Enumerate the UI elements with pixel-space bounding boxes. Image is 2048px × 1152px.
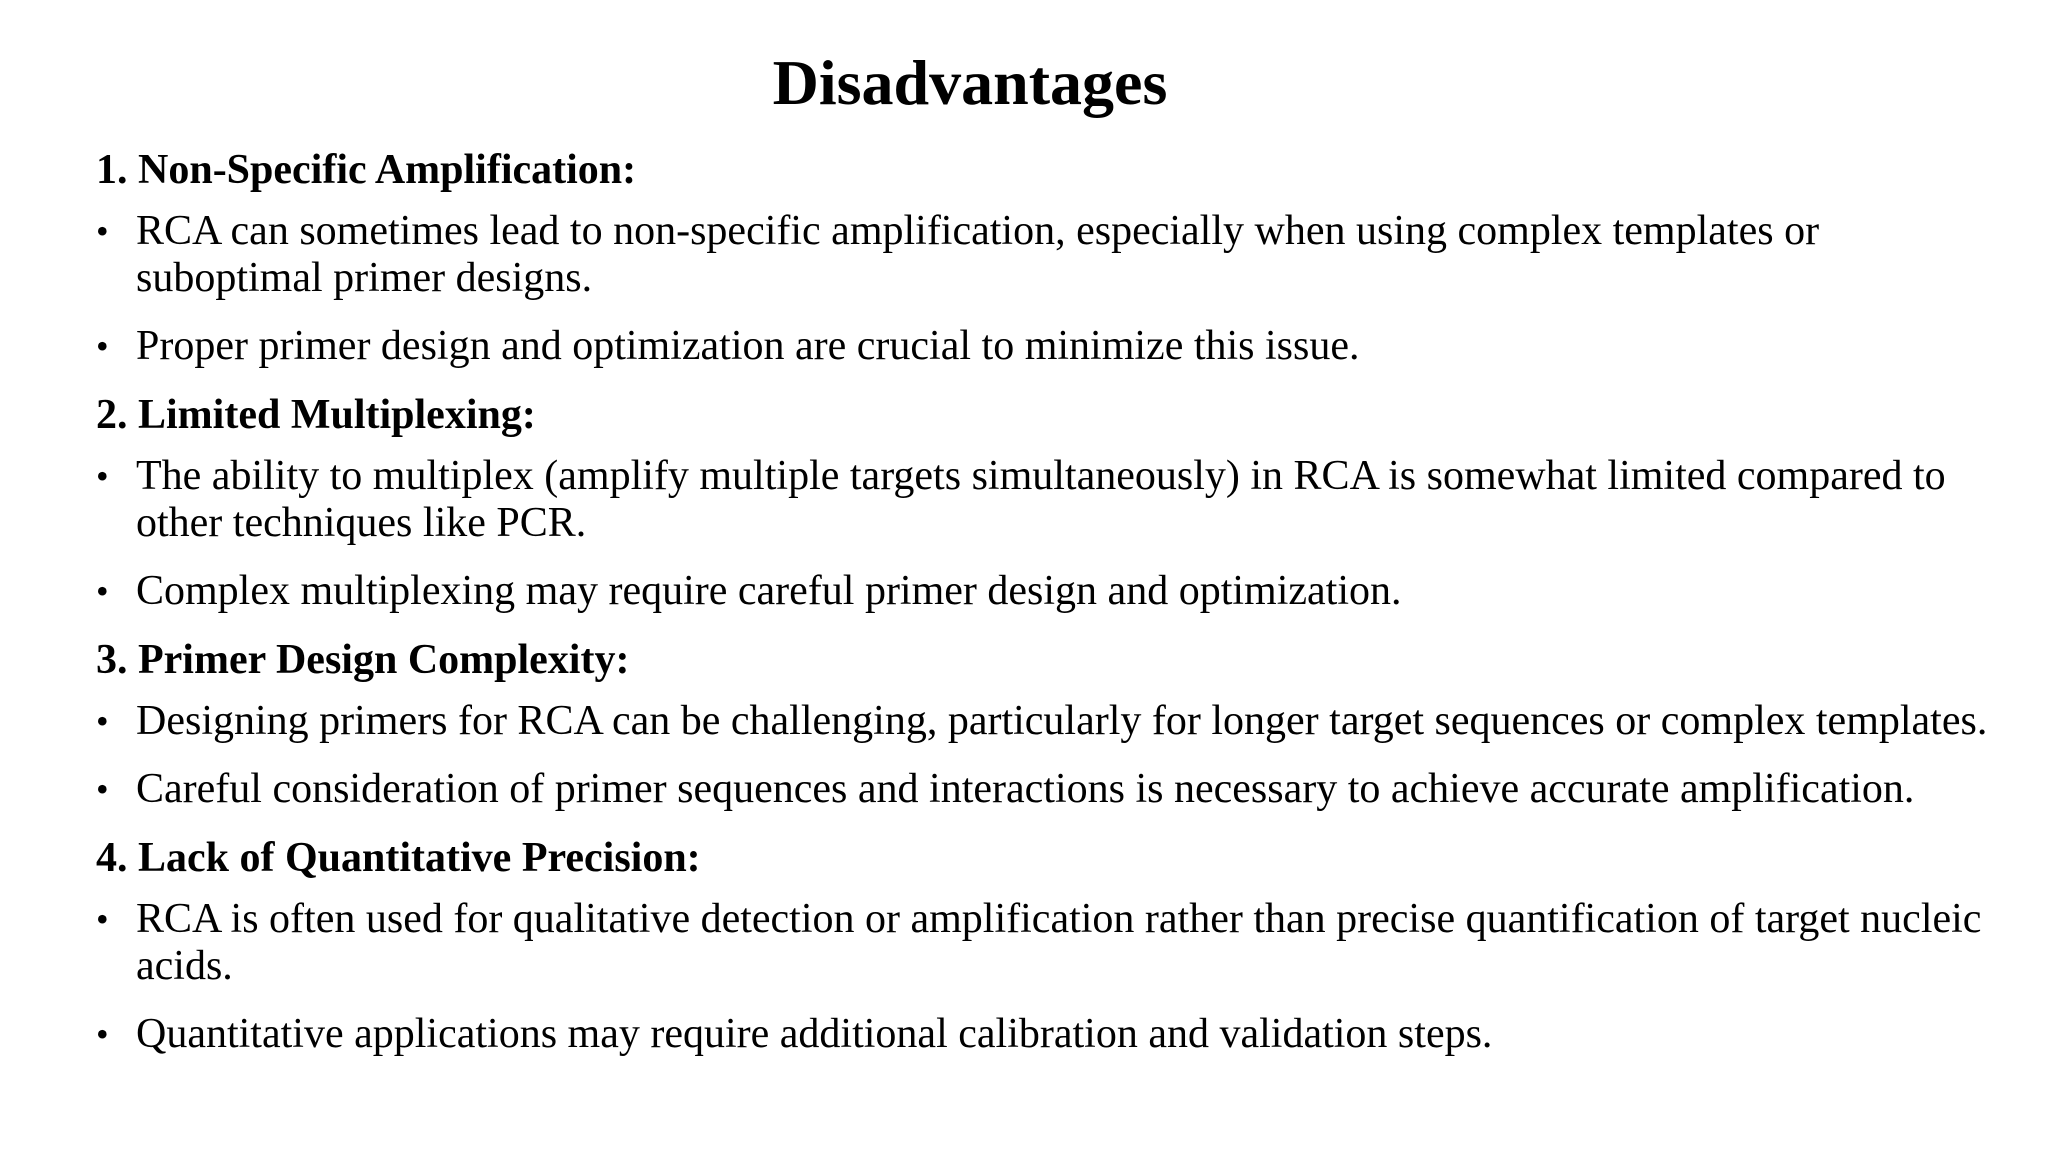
bullet-text: RCA is often used for qualitative detection or amplification rather than precise quantification of target nucleic acids.: [136, 896, 1982, 989]
bullet-icon: •: [96, 1014, 109, 1054]
section-heading: 4. Lack of Quantitative Precision:: [96, 835, 701, 881]
slide-title: Disadvantages: [772, 47, 1168, 118]
bullet-item: [96, 896, 2006, 990]
bullet-text: Careful consideration of primer sequences and interactions is necessary to achieve accurate amplification.: [136, 766, 1915, 812]
bullet-text: Quantitative applications may require additional calibration and validation steps.: [136, 1011, 1493, 1057]
bullet-list: [96, 896, 2006, 1058]
section-lack-of-quantitative-precision: [96, 834, 2006, 1058]
bullet-list: [96, 208, 2006, 370]
bullet-item: [96, 1011, 2006, 1058]
bullet-text: Proper primer design and optimization are crucial to minimize this issue.: [136, 323, 1360, 369]
bullet-item: [96, 208, 2006, 302]
bullet-item: [96, 698, 2006, 745]
bullet-text: The ability to multiplex (amplify multiple targets simultaneously) in RCA is somewhat limited compared to other techniques like PCR.: [136, 453, 1946, 546]
bullet-icon: •: [96, 769, 109, 809]
section-non-specific-amplification: [96, 146, 2006, 370]
bullet-item: [96, 766, 2006, 813]
bullet-list: [96, 453, 2006, 615]
bullet-item: [96, 568, 2006, 615]
section-heading: 1. Non-Specific Amplification:: [96, 147, 637, 193]
bullet-icon: •: [96, 701, 109, 741]
bullet-icon: •: [96, 326, 109, 366]
bullet-text: RCA can sometimes lead to non-specific amplification, especially when using complex templates or suboptimal primer designs.: [136, 208, 1820, 301]
bullet-item: [96, 323, 2006, 370]
slide-content: [96, 146, 2006, 1079]
bullet-icon: •: [96, 571, 109, 611]
section-limited-multiplexing: [96, 391, 2006, 615]
bullet-list: [96, 698, 2006, 813]
bullet-text: Designing primers for RCA can be challenging, particularly for longer target sequences or complex templates.: [136, 698, 1988, 744]
bullet-item: [96, 453, 2006, 547]
section-heading: 3. Primer Design Complexity:: [96, 637, 630, 683]
section-heading: 2. Limited Multiplexing:: [96, 392, 536, 438]
section-primer-design-complexity: [96, 636, 2006, 813]
bullet-icon: •: [96, 899, 109, 939]
bullet-icon: •: [96, 211, 109, 251]
bullet-icon: •: [96, 456, 109, 496]
bullet-text: Complex multiplexing may require careful primer design and optimization.: [136, 568, 1402, 614]
